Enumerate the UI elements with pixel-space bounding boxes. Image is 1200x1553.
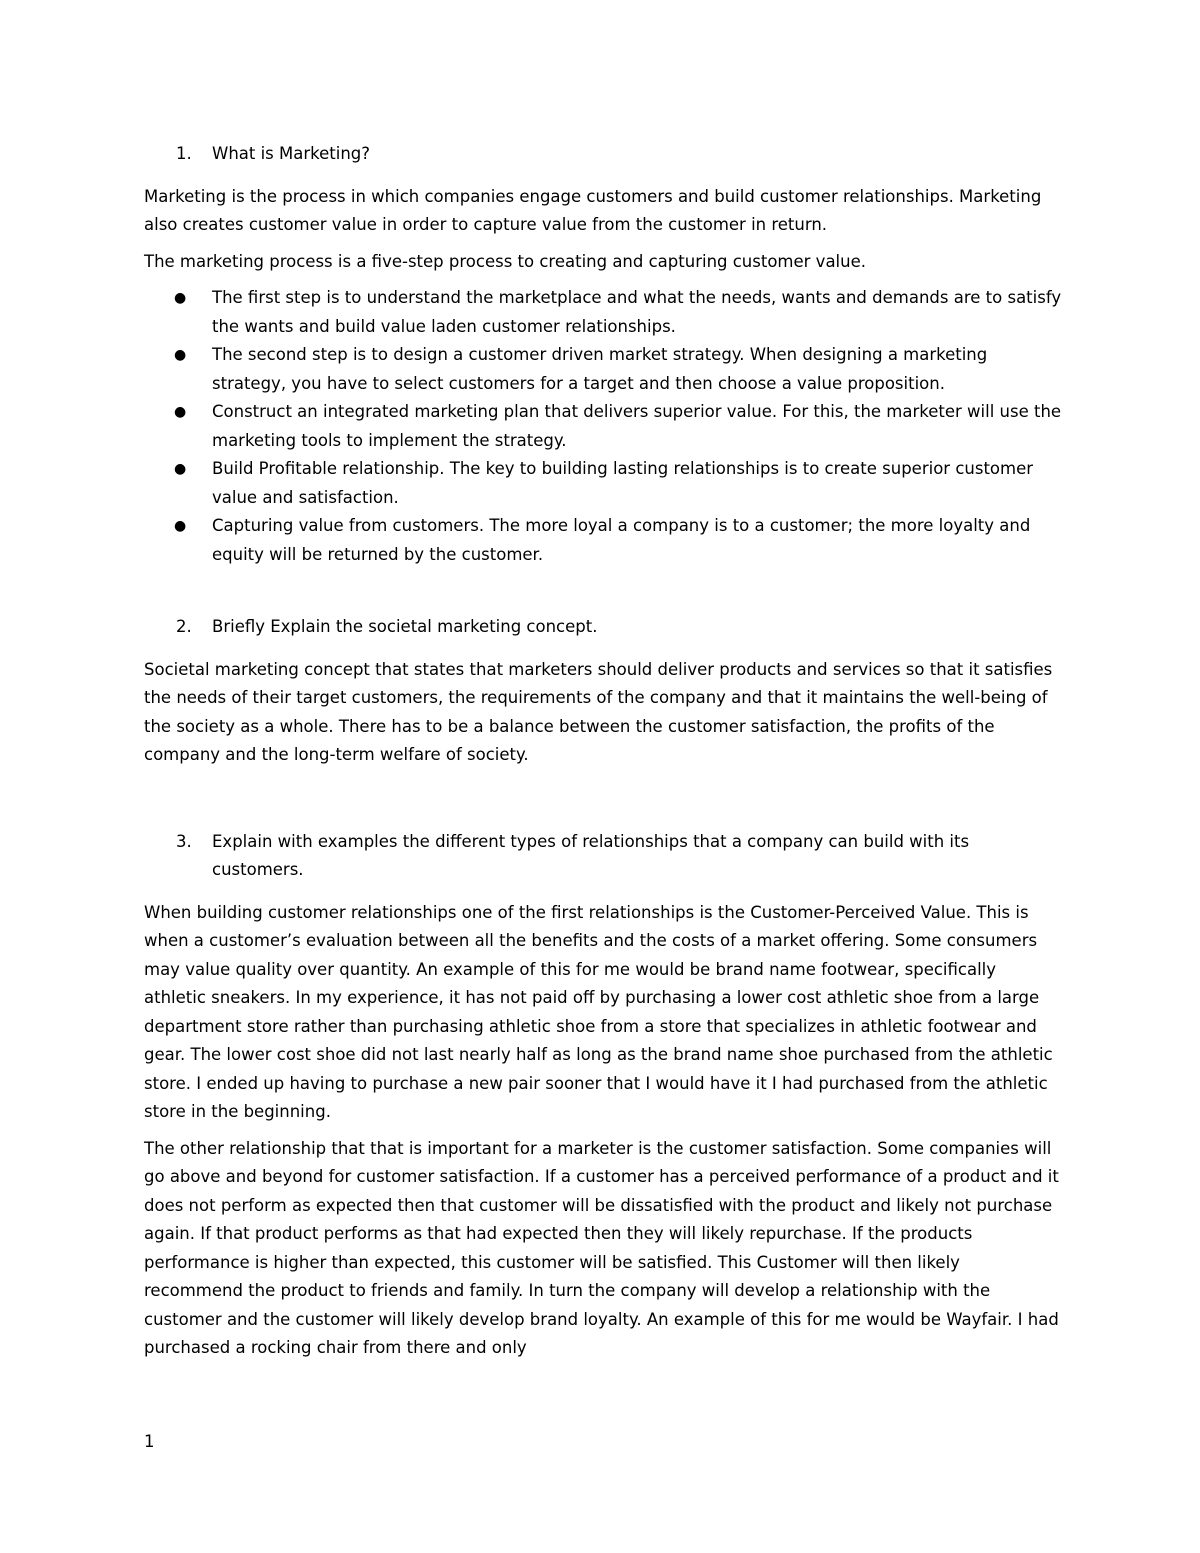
list-item-text: Capturing value from customers. The more loyal a company is to a customer; the more loyalty and equity will be returned by the customer. [212, 516, 1031, 564]
question-number: 3. [176, 831, 192, 851]
bullet-icon: ● [174, 404, 187, 420]
paragraph: When building customer relationships one of the first relationships is the Customer-Perceived Value. This is when a customer’s evaluation between all the benefits and the costs of a market offering. Some consumers may value quality over quantity. An example of this for me would be brand name footwear, specifically athletic sneakers. In my experience, it has not paid off by purchasing a lower cost athletic shoe from a large department store rather than purchasing athletic shoe from a store that specializes in athletic footwear and gear. The lower cost shoe did not last nearly half as long as the brand name shoe purchased from the athletic store. I ended up having to purchase a new pair sooner that I would have it I had purchased from the athletic store in the beginning. [144, 902, 1053, 1121]
paragraph: Marketing is the process in which companies engage customers and build customer relationships. Marketing also creates customer value in order to capture value from the customer in return. [144, 186, 1042, 234]
bullet-list [144, 284, 1062, 569]
bullet-icon: ● [174, 461, 187, 477]
bullet-icon: ● [174, 290, 187, 306]
list-item [144, 512, 1062, 569]
bullet-icon: ● [174, 518, 187, 534]
paragraph: The other relationship that that is important for a marketer is the customer satisfaction. Some companies will go above and beyond for customer satisfaction. If a customer has a perceived performance of a product and it does not perform as expected then that customer will be dissatisfied with the product and likely not purchase again. If that product performs as that had expected then they will likely repurchase. If the products performance is higher than expected, this customer will be satisfied. This Customer will then likely recommend the product to friends and family. In turn the company will develop a relationship with the customer and the customer will likely develop brand loyalty. An example of this for me would be Wayfair. I had purchased a rocking chair from there and only [144, 1138, 1059, 1357]
question-heading [144, 828, 1062, 885]
question-title: What is Marketing? [212, 144, 371, 163]
list-item [144, 398, 1062, 455]
list-item-text: The first step is to understand the marketplace and what the needs, wants and demands are to satisfy the wants and build value laden customer relationships. [212, 288, 1062, 336]
question-heading [144, 613, 1062, 642]
question-number: 1. [176, 144, 192, 163]
bullet-icon: ● [174, 347, 187, 363]
question-title: Explain with examples the different types of relationships that a company can build with its customers. [212, 831, 970, 879]
list-item [144, 284, 1062, 341]
paragraph: The marketing process is a five-step process to creating and capturing customer value. [144, 251, 866, 271]
list-item-text: The second step is to design a customer driven market strategy. When designing a marketing strategy, you have to select customers for a target and then choose a value proposition. [212, 345, 988, 393]
list-item [144, 455, 1062, 512]
list-item [144, 341, 1062, 398]
document-body [144, 140, 1062, 1363]
paragraph: Societal marketing concept that states that marketers should deliver products and services so that it satisfies the needs of their target customers, the requirements of the company and that it maintains the well-being of the society as a whole. There has to be a balance between the customer satisfaction, the profits of the company and the long-term welfare of society. [144, 659, 1053, 764]
question-number: 2. [176, 617, 192, 636]
list-item-text: Construct an integrated marketing plan that delivers superior value. For this, the marketer will use the marketing tools to implement the strategy. [212, 402, 1062, 450]
question-heading [144, 140, 1062, 169]
question-title: Briefly Explain the societal marketing concept. [212, 617, 598, 636]
list-item-text: Build Profitable relationship. The key to building lasting relationships is to create superior customer value and satisfaction. [212, 459, 1034, 507]
page-number: 1 [144, 1432, 155, 1451]
